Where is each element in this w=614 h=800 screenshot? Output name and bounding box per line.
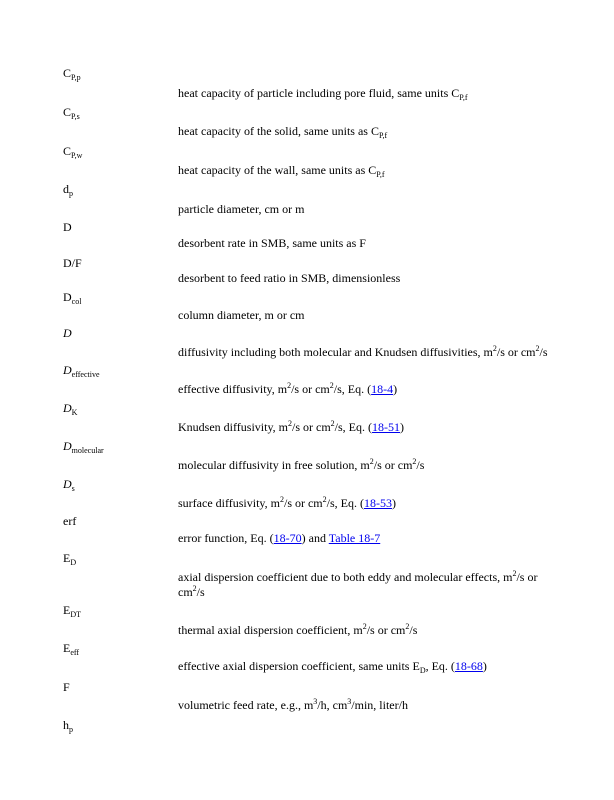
definition: surface diffusivity, $m^2/s$ or $cm^2/s$, Eq. (18-53) [178, 495, 396, 510]
definition: effective diffusivity, $m^2/s$ or $cm^2/s$, Eq. (18-4) [178, 381, 398, 396]
definition: thermal axial dispersion coefficient, $m^2/s$ or $cm^2/s$ [178, 622, 418, 637]
symbol: $d_p$ [63, 182, 73, 198]
definition: diffusivity including both molecular and Knudsen diffusivities, $m^2/s$ or $cm^2/s$ [178, 344, 548, 359]
definition: effective axial dispersion coefficient, same units $E_D$, Eq. (18-68) [178, 659, 487, 675]
definition: Knudsen diffusivity, $m^2/s$ or $cm^2/s$, Eq. (18-51) [178, 419, 405, 434]
symbol: $E_{DT}$ [63, 603, 82, 619]
equation-link[interactable]: 18-4 [371, 382, 394, 396]
symbol: $E_D$ [63, 551, 77, 567]
symbol: D/F [63, 256, 82, 270]
definition: desorbent to feed ratio in SMB, dimensionless [178, 271, 401, 285]
equation-link[interactable]: 18-53 [364, 496, 392, 510]
symbol: $D_K$ [63, 401, 78, 417]
symbol: $C_{P,p}$ [63, 66, 81, 82]
definition: molecular diffusivity in free solution, $m^2/s$ or $cm^2/s$ [178, 457, 425, 472]
definition: volumetric feed rate, e.g., $m^3/h$, $cm^3/\min$, liter/h [178, 697, 408, 712]
definition: heat capacity of particle including pore fluid, same units $C_{P,f}$ [178, 86, 468, 102]
symbol: $C_{P,w}$ [63, 144, 83, 160]
equation-link[interactable]: 18-51 [372, 420, 401, 434]
symbol: $C_{P,s}$ [63, 105, 80, 121]
symbol: $D_{molecular}$ [63, 439, 104, 455]
symbol: F [63, 680, 70, 694]
definition: heat capacity of the solid, same units as $C_{P,f}$ [178, 124, 388, 140]
symbol: D [63, 220, 72, 234]
table-link[interactable]: Table 18-7 [328, 531, 381, 545]
equation-link[interactable]: 18-68 [454, 659, 483, 673]
equation-link[interactable]: 18-70 [273, 531, 302, 545]
symbol: $D_{effective}$ [63, 363, 100, 379]
symbol: erf [63, 514, 77, 528]
definition: axial dispersion coefficient due to both eddy and molecular effects, $m^2/s$ or $cm^2/s$ [178, 569, 538, 599]
definition: desorbent rate in SMB, same units as F [178, 236, 366, 250]
definition: heat capacity of the wall, same units as $C_{P,f}$ [178, 163, 385, 179]
symbol: $h_p$ [63, 718, 73, 734]
symbol: D [63, 326, 72, 340]
definition: column diameter, m or cm [178, 308, 305, 322]
symbol: $D_{col}$ [63, 290, 82, 306]
definition: particle diameter, cm or m [178, 202, 305, 216]
symbol: $D_s$ [63, 477, 75, 493]
definition: error function, Eq. (18-70) and Table 18-7 [178, 531, 381, 545]
symbol: $E_{eff}$ [63, 641, 80, 657]
